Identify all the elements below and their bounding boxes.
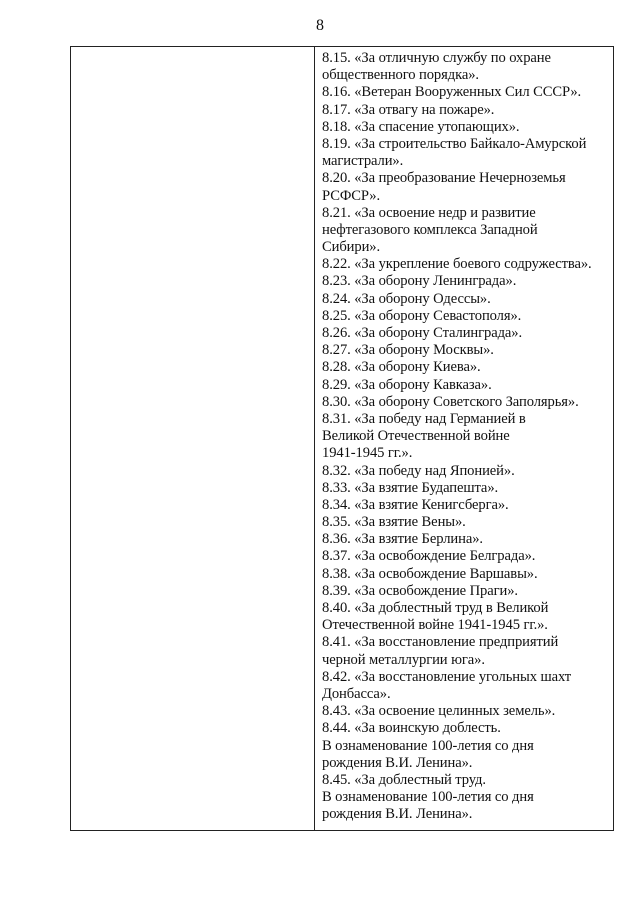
medal-list-line: 8.21. «За освоение недр и развитие (322, 204, 536, 221)
medal-list-line: 8.22. «За укрепление боевого содружества». (322, 256, 592, 273)
medal-list-line: 8.25. «За оборону Севастополя». (322, 307, 522, 324)
medal-list-line: 8.23. «За оборону Ленинграда». (322, 273, 517, 290)
medal-list-line: 8.29. «За оборону Кавказа». (322, 376, 492, 393)
medal-list-line: Великой Отечественной войне (322, 428, 510, 445)
medal-list-line: рождения В.И. Ленина». (322, 806, 473, 823)
medal-list-line: 8.38. «За освобождение Варшавы». (322, 565, 538, 582)
table-right-cell (322, 50, 609, 830)
medal-list-line: 8.26. «За оборону Сталинграда». (322, 325, 523, 341)
medals-table (70, 46, 614, 831)
medal-list-line: 8.24. «За оборону Одессы». (322, 290, 491, 307)
medal-list-line: В ознаменование 100-летия со дня (322, 789, 534, 806)
page-number: 8 (316, 17, 324, 34)
medal-list-line: 8.36. «За взятие Берлина». (322, 531, 483, 548)
medal-list-line: 8.42. «За восстановление угольных шахт (322, 668, 572, 685)
medal-list-line: 8.16. «Ветеран Вооруженных Сил СССР». (322, 84, 582, 101)
medal-list-line: 8.18. «За спасение утопающих». (322, 118, 520, 135)
medal-list-line: 8.15. «За отличную службу по охране (322, 50, 551, 66)
medal-list-line: 8.30. «За оборону Советского Заполярья». (322, 393, 579, 410)
medal-list-line: 8.17. «За отвагу на пожаре». (322, 101, 495, 118)
table-left-cell (71, 47, 315, 830)
medal-list-line: 8.44. «За воинскую доблесть. (322, 720, 501, 737)
medal-list-line: 8.43. «За освоение целинных земель». (322, 703, 556, 720)
medal-list-line: 8.41. «За восстановление предприятий (322, 634, 559, 651)
medal-list-line: 8.39. «За освобождение Праги». (322, 582, 518, 599)
medal-list-line: 8.20. «За преобразование Нечерноземья (322, 170, 566, 187)
medal-list-line: 8.45. «За доблестный труд. (322, 771, 486, 788)
medal-list-line: Донбасса». (322, 685, 391, 702)
medal-list-line: 8.27. «За оборону Москвы». (322, 342, 494, 359)
medal-list-line: 8.40. «За доблестный труд в Великой (322, 600, 549, 616)
medal-list-line: 8.35. «За взятие Вены». (322, 514, 466, 531)
medal-list-line: черной металлургии юга». (322, 651, 485, 668)
medal-list-line: магистрали». (322, 153, 404, 170)
medal-list-line: рождения В.И. Ленина». (322, 754, 473, 771)
medal-list-line: В ознаменование 100-летия со дня (322, 737, 534, 754)
medal-list-line: 8.32. «За победу над Японией». (322, 462, 515, 479)
medal-list-line: 8.34. «За взятие Кенигсберга». (322, 496, 509, 513)
medal-list-line: 1941-1945 гг.». (322, 445, 413, 462)
medal-list-line: общественного порядка». (322, 67, 479, 84)
medal-list-line: 8.28. «За оборону Киева». (322, 359, 481, 376)
medal-list-line: 8.31. «За победу над Германией в (322, 410, 526, 427)
medal-list-line: Сибири». (322, 239, 381, 256)
medal-list-line: 8.19. «За строительство Байкало-Амурской (322, 135, 587, 152)
medal-list-line: 8.37. «За освобождение Белграда». (322, 548, 536, 565)
medal-list-line: нефтегазового комплекса Западной (322, 221, 538, 238)
medal-list-line: РСФСР». (322, 187, 381, 204)
medal-list-line: 8.33. «За взятие Будапешта». (322, 479, 499, 496)
medal-list-line: Отечественной войне 1941-1945 гг.». (322, 617, 548, 634)
